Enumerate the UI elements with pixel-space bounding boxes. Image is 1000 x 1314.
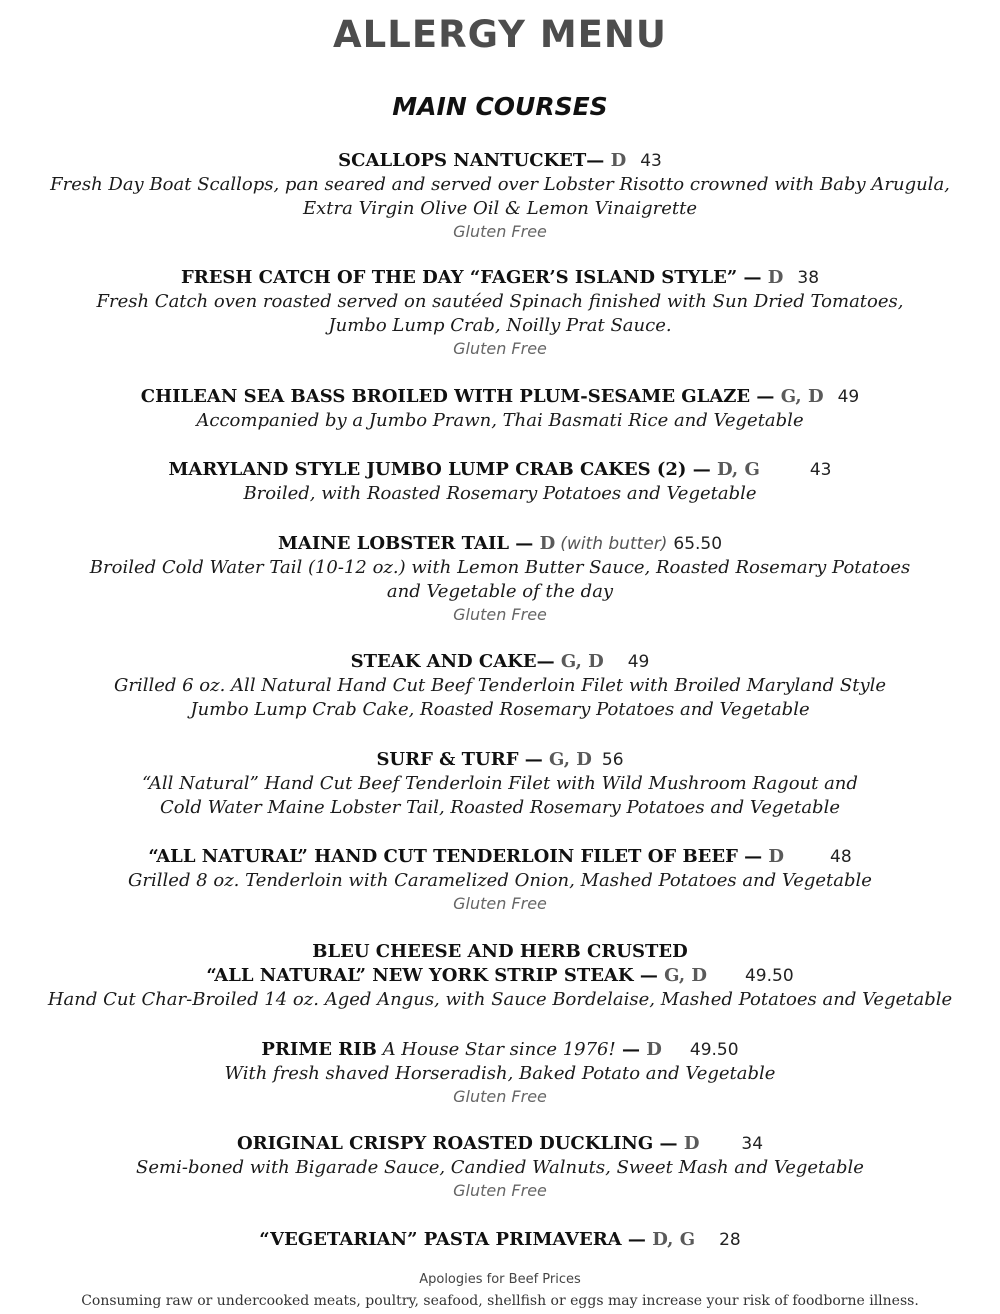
gluten-free-note: Gluten Free — [453, 1181, 547, 1200]
item-price: 28 — [719, 1230, 741, 1250]
foodborne-warning: Consuming raw or undercooked meats, poultry, seafood, shellfish or eggs may increase your risk of foodborne illness. — [81, 1293, 919, 1309]
menu-item: SURF & TURF — G, D 56 “All Natural” Hand Cut Beef Tenderloin Filet with Wild Mushroom Ragout and Cold Water Maine Lobster Tail, Roasted Rosemary Potatoes and Vegetable — [0, 748, 1000, 820]
item-name: CHILEAN SEA BASS BROILED WITH PLUM-SESAME GLAZE — [140, 386, 751, 407]
menu-item: BLEU CHEESE AND HERB CRUSTED “ALL NATURAL” NEW YORK STRIP STEAK — G, D 49.50 Hand Cut Char-Broiled 14 oz. Aged Angus, with Sauce Bordelaise, Mashed Potatoes and Vegetable — [0, 940, 1000, 1012]
item-price: 43 — [640, 151, 662, 171]
item-price: 49.50 — [689, 1040, 739, 1060]
item-price: 49 — [627, 652, 650, 672]
item-description: and Vegetable of the day — [386, 581, 614, 602]
menu-item: PRIME RIB A House Star since 1976! — D 49.50 With fresh shaved Horseradish, Baked Potato and Vegetable Gluten Free — [0, 1038, 1000, 1108]
item-extra: (with butter) — [560, 534, 668, 554]
item-description: Grilled 6 oz. All Natural Hand Cut Beef Tenderloin Filet with Broiled Maryland Style — [113, 675, 887, 696]
item-description: Semi-boned with Bigarade Sauce, Candied Walnuts, Sweet Mash and Vegetable — [136, 1157, 864, 1178]
item-price: 56 — [601, 750, 624, 770]
page-title: ALLERGY MENU — [333, 13, 667, 56]
gluten-free-note: Gluten Free — [453, 222, 547, 241]
menu-item: MARYLAND STYLE JUMBO LUMP CRAB CAKES (2) — D, G 43 Broiled, with Roasted Rosemary Potatoes and Vegetable — [0, 458, 1000, 506]
gluten-free-note: Gluten Free — [453, 339, 547, 358]
item-price: 38 — [797, 268, 820, 288]
gluten-free-note: Gluten Free — [453, 605, 547, 624]
item-price: 65.50 — [673, 534, 723, 554]
item-price: 34 — [741, 1134, 764, 1154]
item-allergens: D — [610, 150, 627, 171]
item-name: SCALLOPS NANTUCKET — [338, 150, 587, 171]
item-allergens: D — [768, 846, 785, 867]
item-allergens: G, D — [549, 749, 592, 770]
item-description: Extra Virgin Olive Oil & Lemon Vinaigrette — [302, 198, 697, 219]
item-description: Hand Cut Char-Broiled 14 oz. Aged Angus, with Sauce Bordelaise, Mashed Potatoes and Vegetable — [47, 989, 953, 1010]
menu-item: SCALLOPS NANTUCKET— D 43 Fresh Day Boat Scallops, pan seared and served over Lobster Risotto crowned with Baby Arugula, Extra Virgin Olive Oil & Lemon Vinaigrette Gluten Free — [0, 149, 1000, 243]
item-description: Broiled, with Roasted Rosemary Potatoes and Vegetable — [243, 483, 757, 504]
item-name: “ALL NATURAL” NEW YORK STRIP STEAK — [206, 965, 634, 986]
gluten-free-note: Gluten Free — [453, 1087, 547, 1106]
menu-item: FRESH CATCH OF THE DAY “FAGER’S ISLAND STYLE” — D 38 Fresh Catch oven roasted served on sautéed Spinach finished with Sun Dried Tomatoes, Jumbo Lump Crab, Noilly Prat Sauce. Gluten Free — [0, 266, 1000, 360]
item-price: 43 — [809, 460, 832, 480]
menu-item: ORIGINAL CRISPY ROASTED DUCKLING — D 34 Semi-boned with Bigarade Sauce, Candied Walnuts, Sweet Mash and Vegetable Gluten Free — [0, 1132, 1000, 1202]
item-description: With fresh shaved Horseradish, Baked Potato and Vegetable — [224, 1063, 776, 1084]
item-description: Fresh Day Boat Scallops, pan seared and served over Lobster Risotto crowned with Baby Arugula, — [50, 174, 950, 195]
item-allergens: D, G — [716, 459, 760, 480]
item-description: Fresh Catch oven roasted served on sautéed Spinach finished with Sun Dried Tomatoes, — [96, 291, 904, 312]
item-description: Cold Water Maine Lobster Tail, Roasted Rosemary Potatoes and Vegetable — [159, 797, 840, 818]
item-allergens: D — [539, 533, 556, 554]
item-description: Broiled Cold Water Tail (10-12 oz.) with Lemon Butter Sauce, Roasted Rosemary Potatoes — [89, 557, 911, 578]
gluten-free-note: Gluten Free — [453, 894, 547, 913]
menu-item: STEAK AND CAKE— G, D 49 Grilled 6 oz. All Natural Hand Cut Beef Tenderloin Filet with Broiled Maryland Style Jumbo Lump Crab Cake, Roasted Rosemary Potatoes and Vegetable — [0, 650, 1000, 722]
item-name: PRIME RIB — [261, 1039, 377, 1060]
item-description: “All Natural” Hand Cut Beef Tenderloin Filet with Wild Mushroom Ragout and — [142, 773, 858, 794]
item-name: MARYLAND STYLE JUMBO LUMP CRAB CAKES (2) — [168, 459, 687, 480]
item-description: Jumbo Lump Crab Cake, Roasted Rosemary Potatoes and Vegetable — [190, 699, 810, 720]
section-title: MAIN COURSES — [392, 92, 608, 121]
item-allergens: G, D — [664, 965, 707, 986]
item-name: “ALL NATURAL” HAND CUT TENDERLOIN FILET OF BEEF — [148, 846, 738, 867]
item-name: “VEGETARIAN” PASTA PRIMAVERA — [259, 1229, 622, 1250]
item-name: ORIGINAL CRISPY ROASTED DUCKLING — [236, 1133, 654, 1154]
item-name: MAINE LOBSTER TAIL — [277, 533, 510, 554]
item-allergens: D — [683, 1133, 700, 1154]
item-price: 48 — [830, 847, 852, 867]
item-description: Accompanied by a Jumbo Prawn, Thai Basmati Rice and Vegetable — [196, 410, 804, 431]
item-name: FRESH CATCH OF THE DAY “FAGER’S ISLAND STYLE” — [180, 267, 738, 288]
footer-note: Apologies for Beef Prices — [419, 1272, 581, 1287]
item-tagline: A House Star since 1976! — [376, 1039, 616, 1060]
item-allergens: G, D — [560, 651, 604, 672]
item-price: 49.50 — [744, 966, 794, 986]
menu-item: MAINE LOBSTER TAIL — D (with butter) 65.50 Broiled Cold Water Tail (10-12 oz.) with Lemon Butter Sauce, Roasted Rosemary Potatoes and Vegetable of the day Gluten Free — [0, 532, 1000, 626]
item-allergens: D — [767, 267, 784, 288]
item-name: SURF & TURF — [376, 749, 519, 770]
menu-item: “VEGETARIAN” PASTA PRIMAVERA — D, G 28 — [259, 1229, 741, 1250]
item-name-prefix: BLEU CHEESE AND HERB CRUSTED — [312, 941, 688, 962]
item-allergens: G, D — [780, 386, 824, 407]
item-allergens: D — [646, 1039, 662, 1060]
menu-item: “ALL NATURAL” HAND CUT TENDERLOIN FILET OF BEEF — D 48 Grilled 8 oz. Tenderloin with Caramelized Onion, Mashed Potatoes and Vegetable Gluten Free — [0, 845, 1000, 915]
item-allergens: D, G — [652, 1229, 696, 1250]
item-description: Jumbo Lump Crab, Noilly Prat Sauce. — [328, 315, 672, 336]
item-price: 49 — [837, 387, 860, 407]
item-name: STEAK AND CAKE — [350, 651, 537, 672]
menu-item: CHILEAN SEA BASS BROILED WITH PLUM-SESAME GLAZE — G, D 49 Accompanied by a Jumbo Prawn, Thai Basmati Rice and Vegetable — [0, 385, 1000, 433]
item-description: Grilled 8 oz. Tenderloin with Caramelized Onion, Mashed Potatoes and Vegetable — [128, 870, 872, 891]
